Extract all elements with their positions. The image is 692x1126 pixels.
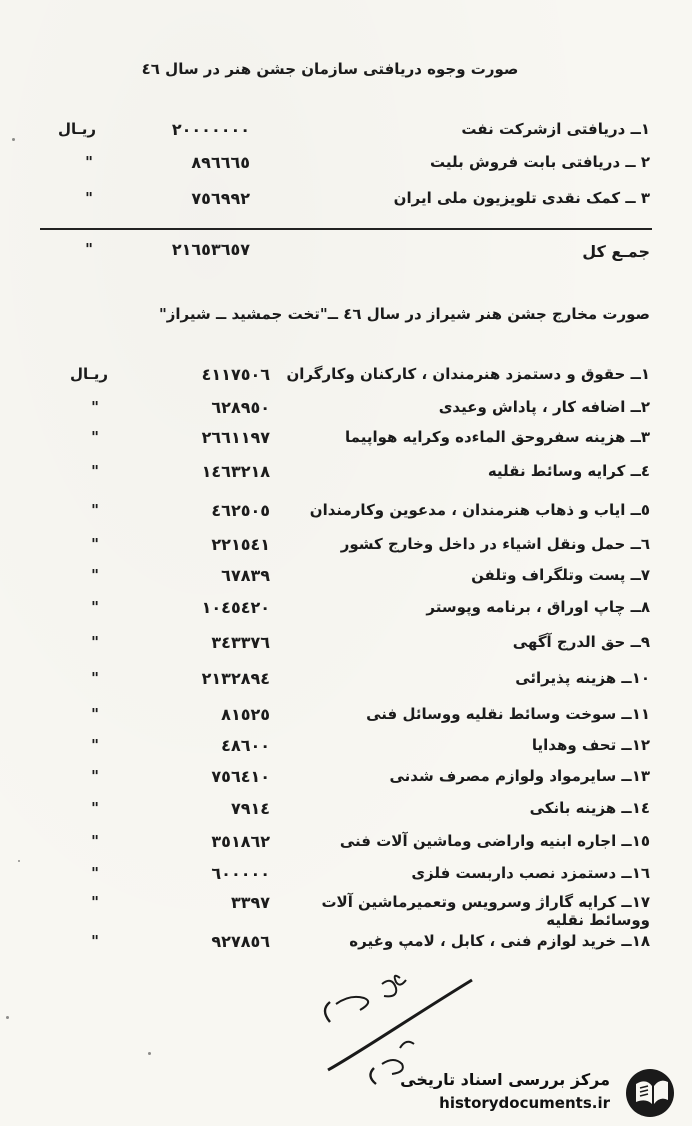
expense-row bbox=[40, 705, 650, 729]
expense-item-unit: ریـال bbox=[69, 365, 109, 383]
expense-item-amount: ٦٢٨٩٥٠ bbox=[211, 398, 270, 417]
expense-item-label: ١٤ــ هزینه بانکی bbox=[529, 799, 650, 817]
scan-speck bbox=[6, 1016, 9, 1019]
income-item-amount: ٧٥٦٩٩٢ bbox=[191, 189, 250, 208]
expense-item-amount: ١٠٤٥٤٢٠ bbox=[201, 598, 270, 617]
income-total-amount: ٢١٦٥٣٦٥٧ bbox=[171, 240, 250, 259]
expense-item-amount: ٧٥٦٤١٠ bbox=[211, 767, 270, 786]
income-item-unit: " bbox=[85, 153, 93, 171]
expense-item-amount: ٤١١٧٥٠٦ bbox=[201, 365, 270, 384]
income-row bbox=[40, 153, 650, 177]
expense-row bbox=[40, 669, 650, 693]
total-divider bbox=[40, 228, 652, 230]
expense-row bbox=[40, 832, 650, 856]
expense-row bbox=[40, 932, 650, 956]
expense-item-label: ١٢ــ تحف وهدایا bbox=[531, 736, 650, 754]
expense-row bbox=[40, 767, 650, 791]
expense-item-unit: " bbox=[91, 767, 99, 785]
expense-item-label: ١٣ــ سایرمواد ولوازم مصرف شدنی bbox=[389, 767, 650, 785]
expense-item-unit: " bbox=[91, 705, 99, 723]
expense-item-label: ١٦ــ دستمزد نصب داربست فلزی bbox=[411, 864, 650, 882]
expense-item-amount: ٢١٣٢٨٩٤ bbox=[201, 669, 270, 688]
income-item-unit: ریـال bbox=[57, 120, 97, 138]
scan-speck bbox=[18, 860, 20, 862]
expense-item-label: ١٠ــ هزینه پذیرائی bbox=[515, 669, 650, 687]
expense-item-unit: " bbox=[91, 633, 99, 651]
income-item-label: ١ــ دریافتی ازشرکت نفت bbox=[461, 120, 650, 138]
expense-item-unit: " bbox=[91, 932, 99, 950]
expense-item-amount: ٣٣٩٧ bbox=[230, 893, 270, 912]
expense-item-amount: ٧٩١٤ bbox=[230, 799, 270, 818]
expense-row bbox=[40, 566, 650, 590]
expense-item-label: ٤ــ کرایه وسائط نقلیه bbox=[487, 462, 650, 480]
expense-item-label: ١١ــ سوخت وسائط نقلیه ووسائل فنی bbox=[366, 705, 650, 723]
expense-item-unit: " bbox=[91, 462, 99, 480]
expense-item-label: ١ــ حقوق و دستمزد هنرمندان ، کارکنان وکارگران bbox=[286, 365, 650, 383]
expense-item-amount: ٦٧٨٣٩ bbox=[221, 566, 270, 585]
expense-row bbox=[40, 428, 650, 452]
expense-item-label: ٦ــ حمل ونقل اشیاء در داخل وخارج کشور bbox=[340, 535, 650, 553]
expense-item-label: ١٨ــ خرید لوازم فنی ، کابل ، لامپ وغیره bbox=[349, 932, 650, 950]
expense-item-label: ٨ــ چاپ اوراق ، برنامه وپوستر bbox=[426, 598, 650, 616]
expense-item-amount: ٤٦٢٥٠٥ bbox=[211, 501, 270, 520]
expense-row bbox=[40, 398, 650, 422]
expense-item-label: ٢ــ اضافه کار ، پاداش وعیدی bbox=[438, 398, 650, 416]
expense-row bbox=[40, 598, 650, 622]
expense-item-unit: " bbox=[91, 566, 99, 584]
expense-item-unit: " bbox=[91, 598, 99, 616]
expense-row bbox=[40, 462, 650, 486]
expense-item-label: ١٧ــ کرایه گاراژ وسرویس وتعمیرماشین آلات ووسائط نقلیه bbox=[321, 893, 650, 929]
expense-item-amount: ١٤٦٣٢١٨ bbox=[201, 462, 270, 481]
expense-item-unit: " bbox=[91, 669, 99, 687]
income-row bbox=[40, 189, 650, 213]
expense-row bbox=[40, 535, 650, 559]
expense-row bbox=[40, 365, 650, 389]
income-item-unit: " bbox=[85, 189, 93, 207]
income-item-label: ٣ ــ کمک نقدی تلویزیون ملی ایران bbox=[393, 189, 650, 207]
expense-item-label: ٥ــ ایاب و ذهاب هنرمندان ، مدعوین وکارمندان bbox=[309, 501, 650, 519]
expense-row bbox=[40, 893, 650, 933]
income-item-label: ٢ ــ دریافتی بابت فروش بلیت bbox=[430, 153, 650, 171]
income-item-amount: ٢٠٠٠٠٠٠٠ bbox=[171, 120, 250, 139]
expense-row bbox=[40, 799, 650, 823]
expense-item-unit: " bbox=[91, 832, 99, 850]
expense-row bbox=[40, 864, 650, 888]
watermark-name: مرکز بررسی اسناد تاریخی bbox=[400, 1070, 610, 1089]
archive-logo-icon bbox=[622, 1066, 678, 1120]
expenses-title: صورت مخارج جشن هنر شیراز در سال ٤٦ ــ"تخت جمشید ــ شیراز" bbox=[158, 305, 650, 323]
expense-item-amount: ٦٠٠٠٠٠ bbox=[211, 864, 270, 883]
expense-row bbox=[40, 633, 650, 657]
scan-speck bbox=[12, 138, 15, 141]
income-item-amount: ٨٩٦٦٦٥ bbox=[191, 153, 250, 172]
expense-item-label: ٧ــ پست وتلگراف وتلفن bbox=[471, 566, 650, 584]
expense-item-amount: ٩٢٧٨٥٦ bbox=[211, 932, 270, 951]
watermark bbox=[384, 1064, 684, 1122]
expense-item-unit: " bbox=[91, 864, 99, 882]
expense-item-label: ٣ــ هزینه سفروحق الماءده وکرایه هواپیما bbox=[345, 428, 650, 446]
income-row bbox=[40, 120, 650, 144]
expense-item-unit: " bbox=[91, 535, 99, 553]
expense-item-unit: " bbox=[91, 736, 99, 754]
expense-row bbox=[40, 501, 650, 525]
income-title: صورت وجوه دریافتی سازمان جشن هنر در سال ٤٦ bbox=[141, 60, 519, 78]
expense-item-unit: " bbox=[91, 799, 99, 817]
expense-item-amount: ٣٤٣٣٧٦ bbox=[211, 633, 270, 652]
expense-item-label: ٩ــ حق الدرج آگهی bbox=[512, 633, 650, 651]
expense-item-unit: " bbox=[91, 428, 99, 446]
expense-item-label: ١٥ــ اجاره ابنیه واراضی وماشین آلات فنی bbox=[339, 832, 650, 850]
expense-item-unit: " bbox=[91, 893, 99, 911]
income-total-row bbox=[40, 240, 650, 264]
income-total-label: جمـع کل bbox=[582, 242, 650, 261]
scan-speck bbox=[148, 1052, 151, 1055]
income-total-unit: " bbox=[85, 240, 93, 258]
expense-item-amount: ٤٨٦٠٠ bbox=[221, 736, 270, 755]
expense-item-amount: ٢٢١٥٤١ bbox=[211, 535, 270, 554]
expense-item-unit: " bbox=[91, 501, 99, 519]
watermark-url: historydocuments.ir bbox=[439, 1094, 610, 1112]
expense-item-unit: " bbox=[91, 398, 99, 416]
expense-item-amount: ٨١٥٢٥ bbox=[221, 705, 270, 724]
expense-row bbox=[40, 736, 650, 760]
expense-item-amount: ٣٥١٨٦٢ bbox=[211, 832, 270, 851]
expense-item-amount: ٢٦٦١١٩٧ bbox=[201, 428, 270, 447]
